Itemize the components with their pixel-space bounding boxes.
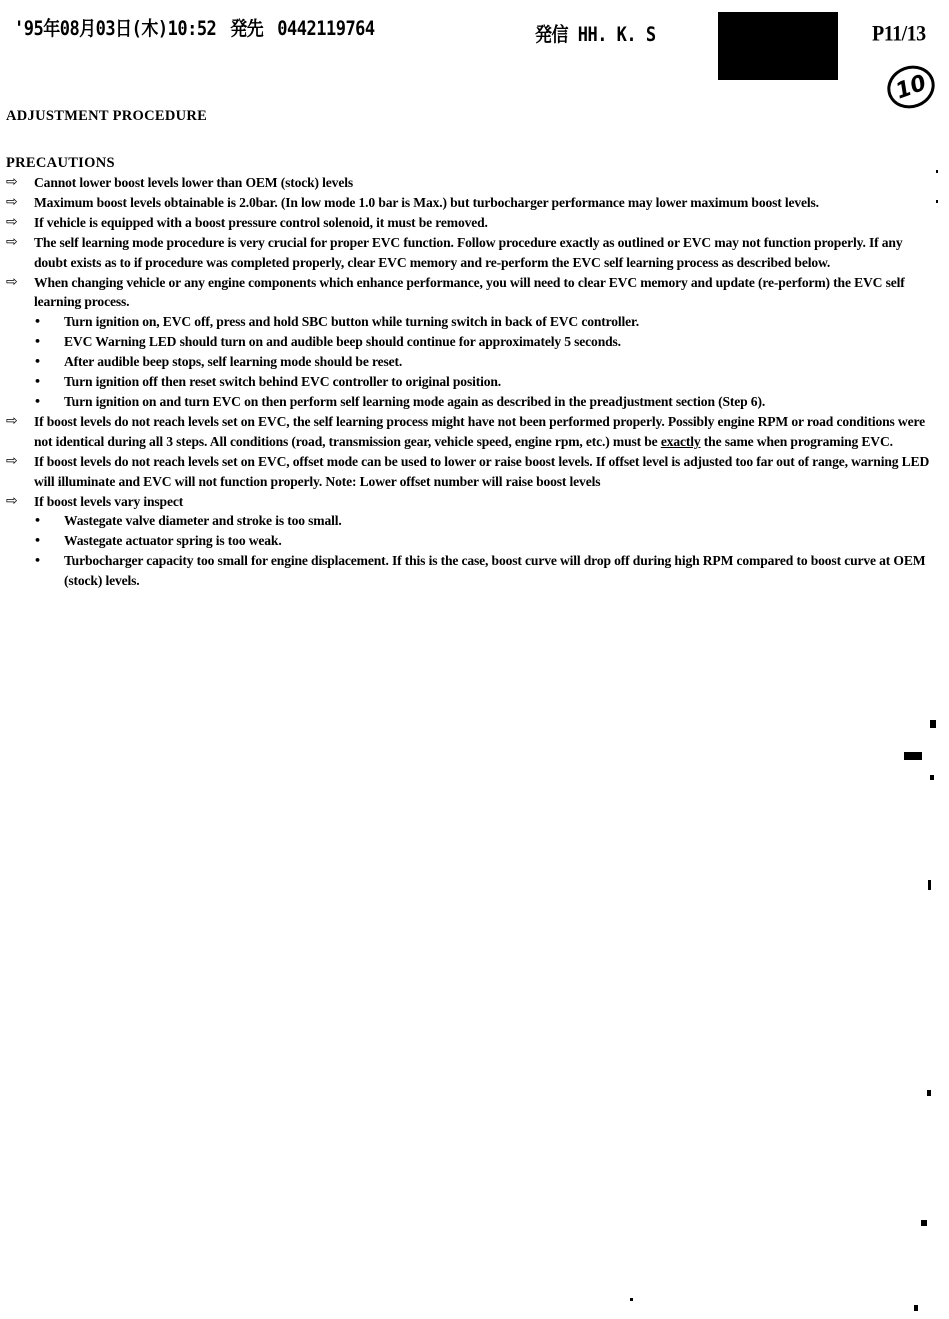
bullet-icon: • (34, 534, 41, 548)
inspection-item (6, 551, 931, 591)
precaution-text: Maximum boost levels obtainable is 2.0bar. (In low mode 1.0 bar is Max.) but turbocharger performance may lower maximum boost levels. (34, 194, 819, 210)
arrow-icon: ⇨ (6, 412, 18, 429)
precaution-text: When changing vehicle or any engine components which enhance performance, you will need to clear EVC memory and update (re-perform) the EVC self learning process. (34, 274, 905, 310)
fax-destination-number: 0442119764 (277, 17, 375, 41)
arrow-icon: ⇨ (6, 233, 18, 250)
bullet-icon: • (34, 514, 41, 528)
fax-date-time: '95年08月03日(木)10:52 (14, 17, 217, 41)
procedure-step-text: EVC Warning LED should turn on and audible beep should continue for approximately 5 seconds. (64, 334, 621, 350)
document-body (6, 108, 931, 591)
precaution-item (6, 412, 931, 452)
arrow-icon: ⇨ (6, 174, 18, 190)
bullet-icon: • (34, 355, 41, 369)
procedure-step (6, 332, 931, 352)
procedure-step-text: After audible beep stops, self learning mode should be reset. (64, 354, 403, 370)
precaution-item (6, 273, 931, 313)
fax-sender: 発信 HH. K. S (535, 23, 656, 47)
inspection-item (6, 511, 931, 531)
emphasis-text: exactly (660, 433, 701, 449)
bullet-icon: • (34, 375, 41, 389)
handwritten-mark-text: 10 (892, 70, 930, 104)
inspection-item (6, 531, 931, 551)
inspection-item-text: Wastegate valve diameter and stroke is too small. (64, 513, 342, 529)
bullet-icon: • (34, 315, 41, 329)
procedure-step-text: Turn ignition on, EVC off, press and hold SBC button while turning switch in back of EVC controller. (64, 314, 639, 330)
arrow-icon: ⇨ (6, 273, 18, 290)
precaution-item (6, 452, 931, 492)
bullet-icon: • (34, 394, 41, 408)
procedure-step (6, 312, 931, 332)
arrow-icon: ⇨ (6, 452, 18, 469)
precaution-item (6, 173, 931, 193)
fax-page-number: P11/13 (872, 22, 926, 47)
inspection-item-text: Turbocharger capacity too small for engine displacement. If this is the case, boost curve will drop off during high RPM compared to boost curve at OEM (stock) levels. (64, 553, 926, 589)
fax-destination-label: 発先 (230, 17, 264, 41)
precaution-text: If vehicle is equipped with a boost pressure control solenoid, it must be removed. (34, 214, 488, 230)
redaction-box (718, 12, 838, 80)
arrow-icon: ⇨ (6, 193, 18, 210)
section-heading: PRECAUTIONS (6, 155, 115, 171)
procedure-step (6, 352, 931, 372)
precaution-text: If boost levels vary inspect (34, 493, 184, 509)
precaution-text: If boost levels do not reach levels set on EVC, the self learning process might have not been performed properly. Possibly engine RPM or road conditions were not identical during all 3 steps. All conditions (road, transmission gear, vehicle speed, engine rpm, etc.) must be (34, 413, 925, 449)
precaution-item (6, 492, 931, 512)
precaution-text-end: the same when programing EVC. (700, 433, 893, 449)
procedure-step-text: Turn ignition off then reset switch behind EVC controller to original position. (64, 374, 502, 390)
arrow-icon: ⇨ (6, 492, 18, 509)
procedure-step (6, 372, 931, 392)
precaution-item (6, 213, 931, 233)
precaution-text: Cannot lower boost levels lower than OEM (stock) levels (34, 175, 353, 190)
inspection-item-text: Wastegate actuator spring is too weak. (64, 533, 282, 549)
precaution-item (6, 193, 931, 213)
bullet-icon: • (34, 335, 41, 349)
procedure-step (6, 392, 931, 412)
arrow-icon: ⇨ (6, 213, 18, 230)
bullet-icon: • (34, 554, 41, 568)
fax-transmission-info (14, 12, 389, 41)
procedure-step-text: Turn ignition on and turn EVC on then perform self learning mode again as described in the preadjustment section (Step 6). (64, 393, 766, 409)
precaution-text: The self learning mode procedure is very crucial for proper EVC function. Follow procedure exactly as outlined or EVC may not function properly. If any doubt exists as to if procedure was completed properly, clear EVC memory and re-perform the EVC self learning process as described below. (34, 234, 903, 270)
precaution-item (6, 233, 931, 273)
handwritten-circled-page-mark (881, 59, 940, 115)
precaution-text: If boost levels do not reach levels set on EVC, offset mode can be used to lower or raise boost levels. If offset level is adjusted too far out of range, warning LED will illuminate and EVC will not function properly. Note: Lower offset number will raise boost levels (34, 453, 930, 489)
document-title: ADJUSTMENT PROCEDURE (6, 108, 208, 124)
